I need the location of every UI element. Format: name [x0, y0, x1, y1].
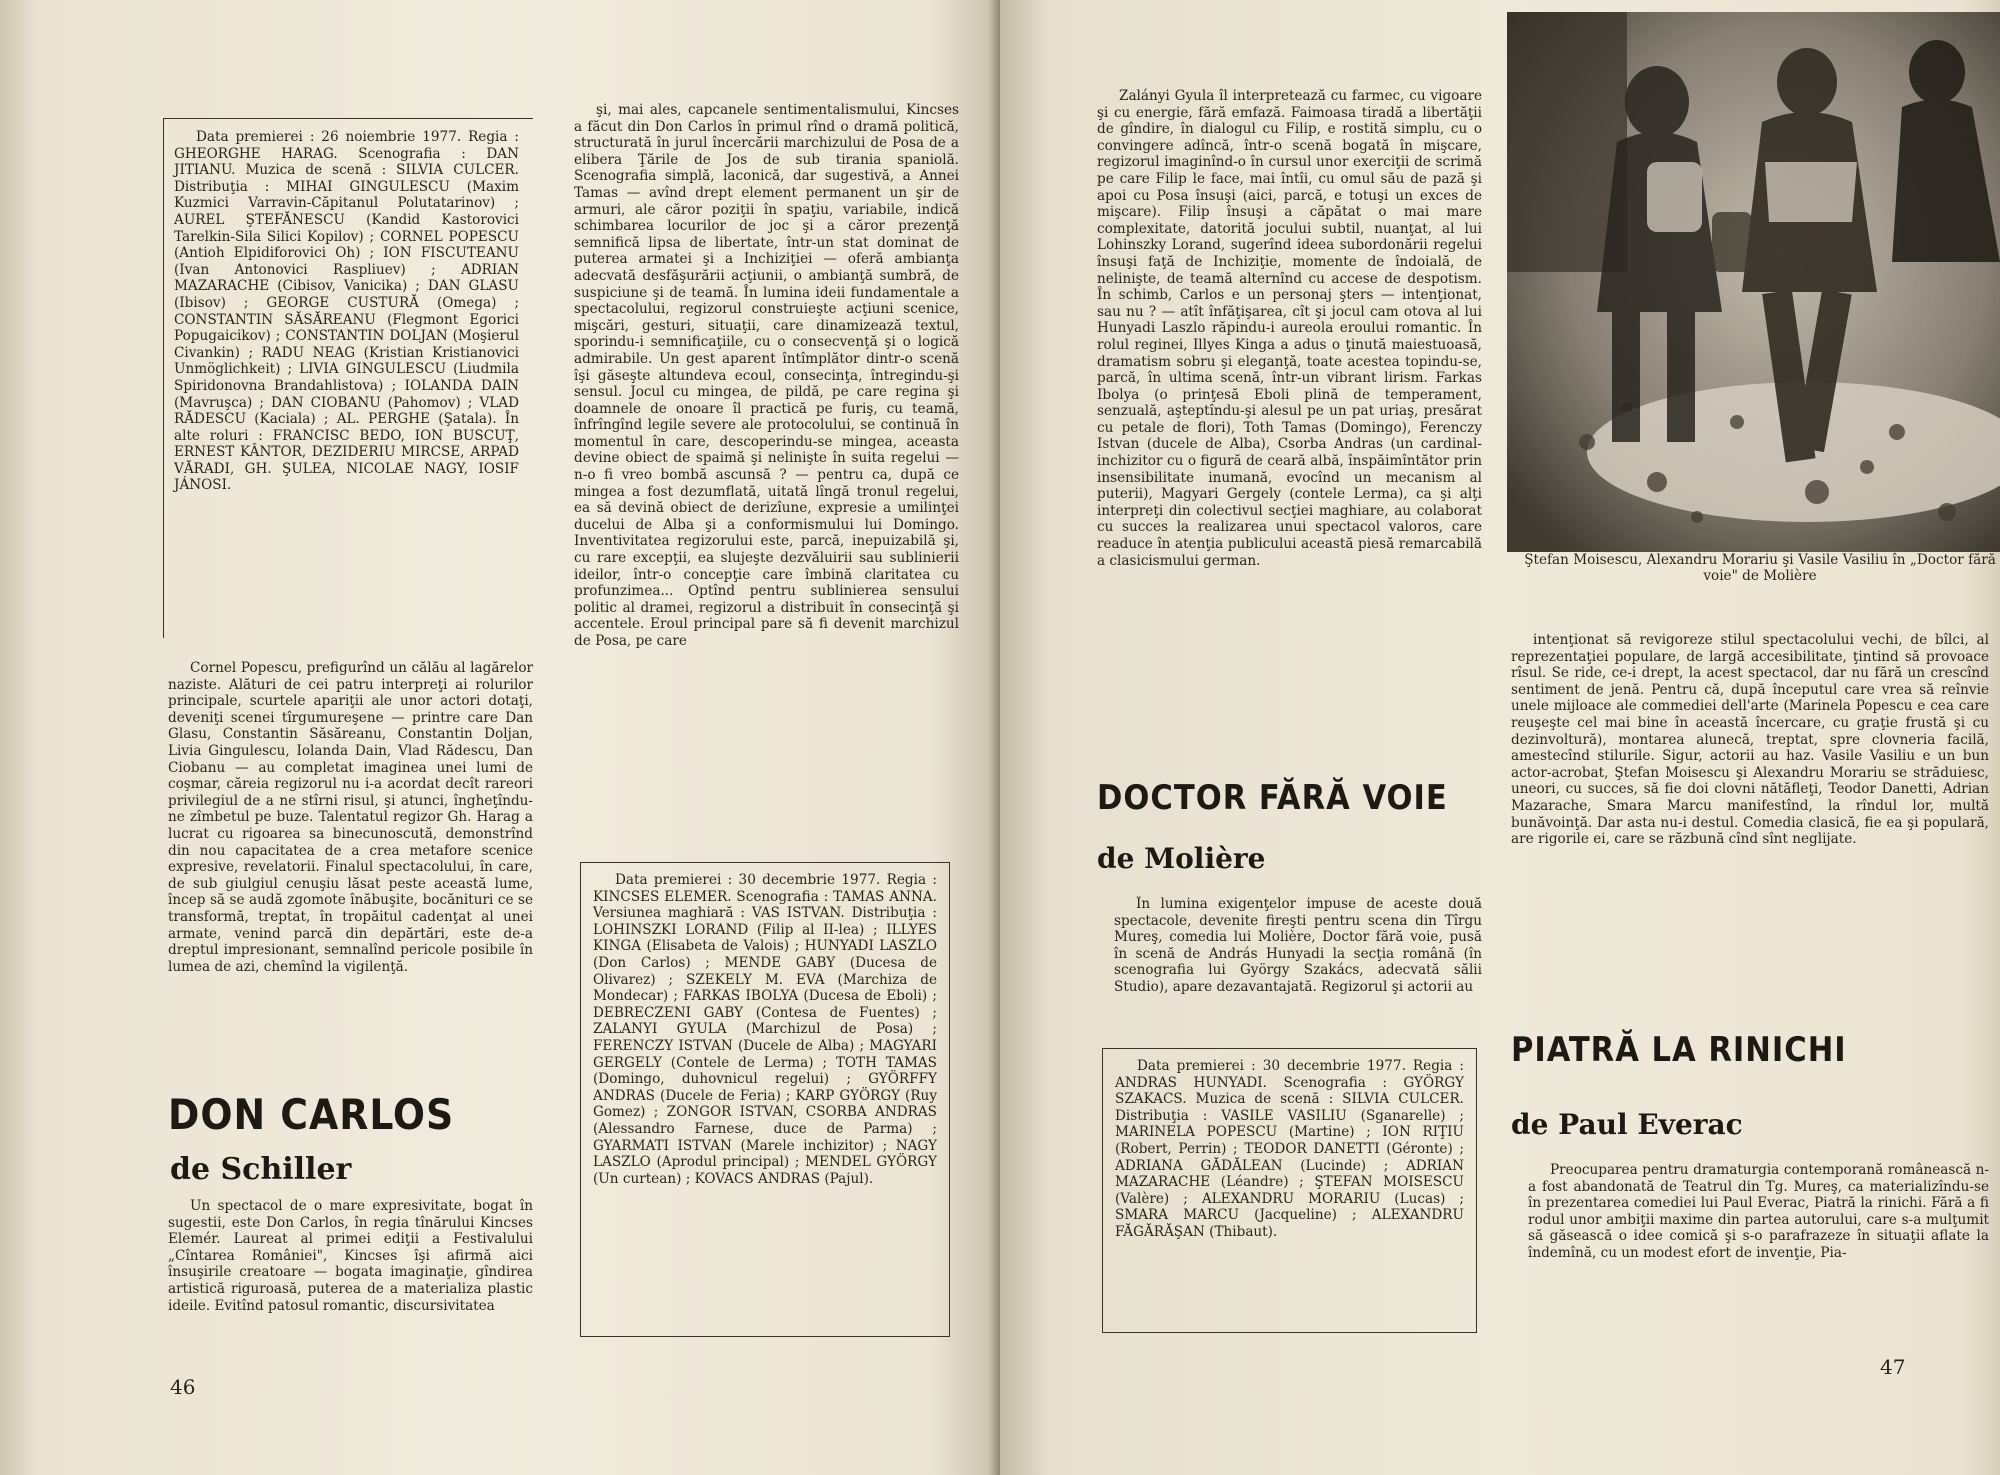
photo-caption: Ştefan Moisescu, Alexandru Morariu şi Vasile Vasiliu în „Doctor fără voie" de Molière	[1524, 552, 1996, 584]
don-carlos-cast-credits-box	[163, 118, 533, 638]
premiere-credits-text: Data premierei : 30 decembrie 1977. Regia : ANDRAS HUNYADI. Scenografia : GYÖRGY SZAKACS. Muzica de scenă : SILVIA CULCER. Distribuţia : VASILE VASILIU (Sganarelle) ; MARINELA POPESCU (Martine) ; ION RIŢIU (Robert, Perrin) ; TEODOR DANETTI (Géronte) ; ADRIANA GĂDĂLEAN (Lucinde) ; ADRIAN MAZARACHE (Léandre) ; ŞTEFAN MOISESCU (Valère) ; ALEXANDRU MORARIU (Lucas) ; SMARA MARCU (Jacqueline) ; ALEXANDRU FĂGĂRĂŞAN (Thibaut).	[1115, 1058, 1464, 1240]
premiere-credits-text: Data premierei : 30 decembrie 1977. Regia : KINCSES ELEMER. Scenografia : TAMAS ANNA. Versiunea maghiară : VAS ISTVAN. Distribuţia : LOHINSZKI LORAND (Filip al II-lea) ; ILLYES KINGA (Elisabeta de Valois) ; HUNYADI LASZLO (Don Carlos) ; MENDE GABY (Ducesa de Olivarez) ; SZEKELY M. EVA (Marchiza de Mondecar) ; FARKAS IBOLYA (Ducesa de Eboli) ; DEBRECZENI GABY (Contesa de Fuentes) ; ZALANYI GYULA (Marchizul de Posa) ; FERENCZY ISTVAN (Ducele de Alba) ; MAGYARI GERGELY (Contele de Lerma) ; TOTH TAMAS (Domingo, duhovnicul regelui) ; GYÖRFFY ANDRAS (Ducele de Feria) ; KARP GYÖRGY (Ruy Gomez) ; ZONGOR ISTVAN, CSORBA ANDRAS (Alessandro Farnese, duce de Parma) ; GYARMATI ISTVAN (Marele inchizitor) ; NAGY LASZLO (Aprodul principal) ; MENDEL GYÖRGY (Un curtean) ; KOVACS ANDRAS (Pajul).	[593, 872, 937, 1187]
stage-photo-image	[1507, 12, 2000, 552]
article-text: Zalányi Gyula îl interpretează cu farmec, cu vigoare şi cu energie, fără emfază. Faimoasa tiradă a libertăţii de gîndire, în dialogul cu Filip, e rostită simplu, cu o convingere adîncă, într-o scenă bogată în mişcare, regizorul imaginînd-o în cursul unor exerciţii de scrimă pe care Filip le face, mai întîi, cu omul său de pază şi apoi cu Posa însuşi (aici, parcă, e totuşi un exces de mişcare). Filip însuşi a căpătat o mai mare complexitate, datorită jocului subtil, nuanţat, al lui Lohinszky Lorand, sugerînd ideea subordonării regelui însuşi faţă de Inchiziţie, momente de îndoială, de nelinişte, de teamă alternînd cu accese de despotism. În schimb, Carlos e un personaj şters — intenţionat, sau nu ? — atît înfăţişarea, cît şi jocul cam otova al lui Hunyadi Laszlo răpindu-i aureola eroului romantic. În rolul reginei, Illyes Kinga a adus o ţinută maiestuoasă, dramatism sobru şi eleganţă, toate acestea topindu-se, parcă, în ultima scenă, într-un vibrant lirism. Farkas Ibolya (o prinţesă Eboli plină de temperament, senzuală, aşteptîndu-şi alesul pe un pat uriaş, presărat cu petale de flori), Toth Tamas (Domingo), Ferenczy Istvan (ducele de Alba), Csorba Andras (un cardinal-inchizitor cu o figură de ceară albă, înspăimîntător prin insensibilitate inumană, evocînd un mecanism al puterii), Magyari Gergely (contele Lerma), ca şi alţi interpreţi din colectivul secţiei maghiare, au colaborat cu succes la realizarea unui spectacol valoros, care readuce în atenţia publicului această piesă remarcabilă a clasicismului german.	[1097, 88, 1482, 569]
page-number-left: 46	[170, 1375, 196, 1399]
left-column-2	[574, 102, 959, 842]
piatra-la-rinichi-title: PIATRĂ LA RINICHI	[1511, 1030, 1847, 1070]
doctor-fara-voie-title: DOCTOR FĂRĂ VOIE	[1097, 778, 1448, 818]
piatra-intro	[1528, 1162, 1989, 1332]
stage-photo	[1507, 12, 2000, 552]
article-text: intenţionat să revigoreze stilul spectacolului vechi, de bîlci, al reprezentaţiei populare, de largă accesibilitate, ţintind să provoace rîsul. Se ride, ce-i drept, la acest spectacol, dar nu fără un crescînd sentiment de jenă. Pentru că, după începutul care vrea să reînvie unele mijloace ale commediei dell'arte (Marinela Popescu e cea care reuşeşte cel mai bine în această încercare, cu graţie frustă şi cu dezinvoltură), montarea alunecă, treptat, spre clovneria facilă, amestecînd stilurile. Sigur, actorii au haz. Vasile Vasiliu e un bun actor-acrobat, Ştefan Moisescu şi Alexandru Morariu se străduiesc, uneori, cu succes, să fie doi clovni nătăfleţi, Teodor Danetti, Adrian Mazarache, Smara Marcu manifestînd, la rîndul lor, multă bunăvoinţă. Dar asta nu-i destul. Comedia clasică, fie ea şi populară, are rigorile ei, care se răzbună cînd sînt neglijate.	[1511, 632, 1989, 848]
piatra-la-rinichi-author: de Paul Everac	[1511, 1108, 1743, 1141]
page-number-right: 47	[1880, 1355, 1906, 1379]
article-text: Cornel Popescu, prefigurînd un călău al lagărelor naziste. Alături de cei patru interpreţi ai rolurilor principale, scurtele apariţii ale unor actori dotaţi, deveniţi scenei tîrgumureşene — printre care Dan Glasu, Constantin Săsăreanu, Constantin Doljan, Livia Gingulescu, Iolanda Dain, Vlad Rădescu, Dan Ciobanu — au completat imaginea unei lumi de coşmar, căreia regizorul nu i-a acordat decît rareori privilegiul de a ne stîrni risul, şi atunci, îngheţîndu-ne zîmbetul pe buze. Talentatul regizor Gh. Harag a lucrat cu rigoarea sa binecunoscută, demonstrînd din nou capacitatea de a crea metafore scenice expresive, revelatorii. Finalul spectacolului, în care, de sub giulgiul cenuşiu lăsat peste această lume, încep să se audă zgomote înăbuşite, bocănituri ce se transformă, treptat, în tropăitul cadenţat al unei armate, venind parcă din depărtări, este de-a dreptul impresionant, semnalînd pericole posibile în lumea de azi, chemînd la vigilenţă.	[168, 660, 533, 975]
intro-text: Un spectacol de o mare expresivitate, bogat în sugestii, este Don Carlos, în regia tînărului Kincses Elemér. Laureat al primei ediţii a Festivalului „Cîntarea României", Kincses îşi afirmă aici însuşirile creatoare — bogata imaginaţie, gîndirea artistică riguroasă, puterea de a materializa plastic ideile. Evitînd patosul romantic, discursivitatea	[168, 1198, 533, 1314]
doctor-premiere-box	[1102, 1048, 1477, 1333]
don-carlos-intro	[168, 1198, 533, 1348]
don-carlos-author: de Schiller	[170, 1152, 352, 1187]
right-column-1	[1097, 88, 1482, 748]
left-column-1	[168, 660, 533, 1080]
doctor-intro	[1114, 896, 1482, 1026]
right-column-2	[1511, 632, 1989, 1002]
don-carlos-title: DON CARLOS	[168, 1090, 455, 1139]
cast-credits-text: Data premierei : 26 noiembrie 1977. Regia : GHEORGHE HARAG. Scenografia : DAN JITIANU. Muzica de scenă : SILVIA CULCER. Distribuţia : MIHAI GINGULESCU (Maxim Kuzmici Varravin-Căpitanul Polutatarinov) ; AUREL ŞTEFĂNESCU (Kandid Kastorovici Tarelkin-Sila Silici Kopilov) ; CORNEL POPESCU (Antioh Elpidiforovici Oh) ; ION FISCUTEANU (Ivan Antonovici Raspliuev) ; ADRIAN MAZARACHE (Cibisov, Vanicika) ; DAN GLASU (Ibisov) ; GEORGE CUSTURĂ (Omega) ; CONSTANTIN SĂSĂREANU (Flegmont Egorici Popugaicikov) ; CONSTANTIN DOLJAN (Moşierul Civankin) ; RADU NEAG (Kristian Kristianovici Unmöglichkeit) ; LIVIA GINGULESCU (Liudmila Spiridonovna Brandahlistova) ; IOLANDA DAIN (Mavruşca) ; DAN CIOBANU (Pahomov) ; VLAD RĂDESCU (Kaciala) ; AL. PERGHE (Şatala). În alte roluri : FRANCISC BEDO, ION BUSCUŢ, ERNEST KÂNTOR, DEZIDERIU MIRCSE, ARPAD VĂRADI, GH. ŞULEA, NICOLAE NAGY, IOSIF JÁNOSI.	[174, 129, 519, 494]
intro-text: În lumina exigenţelor impuse de aceste două spectacole, devenite fireşti pentru scena din Tîrgu Mureş, comedia lui Molière, Doctor fără voie, pusă în scenă de András Hunyadi la secţia română (în scenografia lui György Szakács, adecvată sălii Studio), apare dezavantajată. Regizorul şi actorii au	[1114, 896, 1482, 995]
article-text: şi, mai ales, capcanele sentimentalismului, Kincses a făcut din Don Carlos în primul rînd o dramă politică, structurată în jurul încercării marchizului de Posa de a elibera Ţările de Jos de sub tirania spaniolă. Scenografia simplă, laconică, dar sugestivă, a Annei Tamas — avînd drept element permanent un şir de armuri, ale căror poziţii în spaţiu, variabile, indică schimbarea locurilor de joc şi a căror prezenţă semnifică lipsa de libertate, într-un stat dominat de puterea armatei şi a Inchiziţiei — oferă ambianţa adecvată desfăşurării acţiunii, o ambianţă sumbră, de suspiciune şi de teamă. În lumina ideii fundamentale a spectacolului, regizorul construieşte acţiuni scenice, mişcări, gesturi, situaţii, care dinamizează textul, sporindu-i semnificaţiile, cu o consecvenţă şi o logică admirabile. Un gest aparent întîmplător dintr-o scenă îşi găseşte altundeva ecoul, consecinţa, întregindu-şi sensul. Jocul cu mingea, de pildă, pe care regina şi doamnele de onoare îl practică pe furiş, cu teamă, înfrîngînd legile severe ale protocolului, se continuă în momentul în care, descoperindu-se mingea, aceasta devine obiect de spaimă şi nelinişte în suita regelui — n-o fi vreo bombă ascunsă ? — pentru ca, după ce mingea a fost dezumflată, uitată lîngă tronul regelui, ea să devină obiect de derizîune, expresie a umilinţei ducelui de Alba şi a conformismului lui Domingo. Inventivitatea regizorului este, parcă, inepuizabilă şi, cu rare excepţii, ea slujeşte dezvăluirii sau sublinierii ideilor, într-o concepţie care îmbină claritatea cu profunzimea... Optînd pentru sublinierea sensului politic al dramei, regizorul a distribuit în consecinţă şi accentele. Eroul principal pare să fi devenit marchizul de Posa, pe care	[574, 102, 959, 649]
intro-text: Preocuparea pentru dramaturgia contemporană românească n-a fost abandonată de Teatrul din Tg. Mureş, ca materializîndu-se în prezentarea comediei lui Paul Everac, Piatră la rinichi. Fără a fi rodul unor ambiţii maxime din partea autorului, care s-a mulţumit să găsească o idee comică şi s-o parafrazeze în situaţii aflate la îndemînă, cu un modest efort de invenţie, Pia-	[1528, 1162, 1989, 1261]
don-carlos-premiere-box	[580, 862, 950, 1337]
doctor-fara-voie-author: de Molière	[1097, 842, 1266, 875]
